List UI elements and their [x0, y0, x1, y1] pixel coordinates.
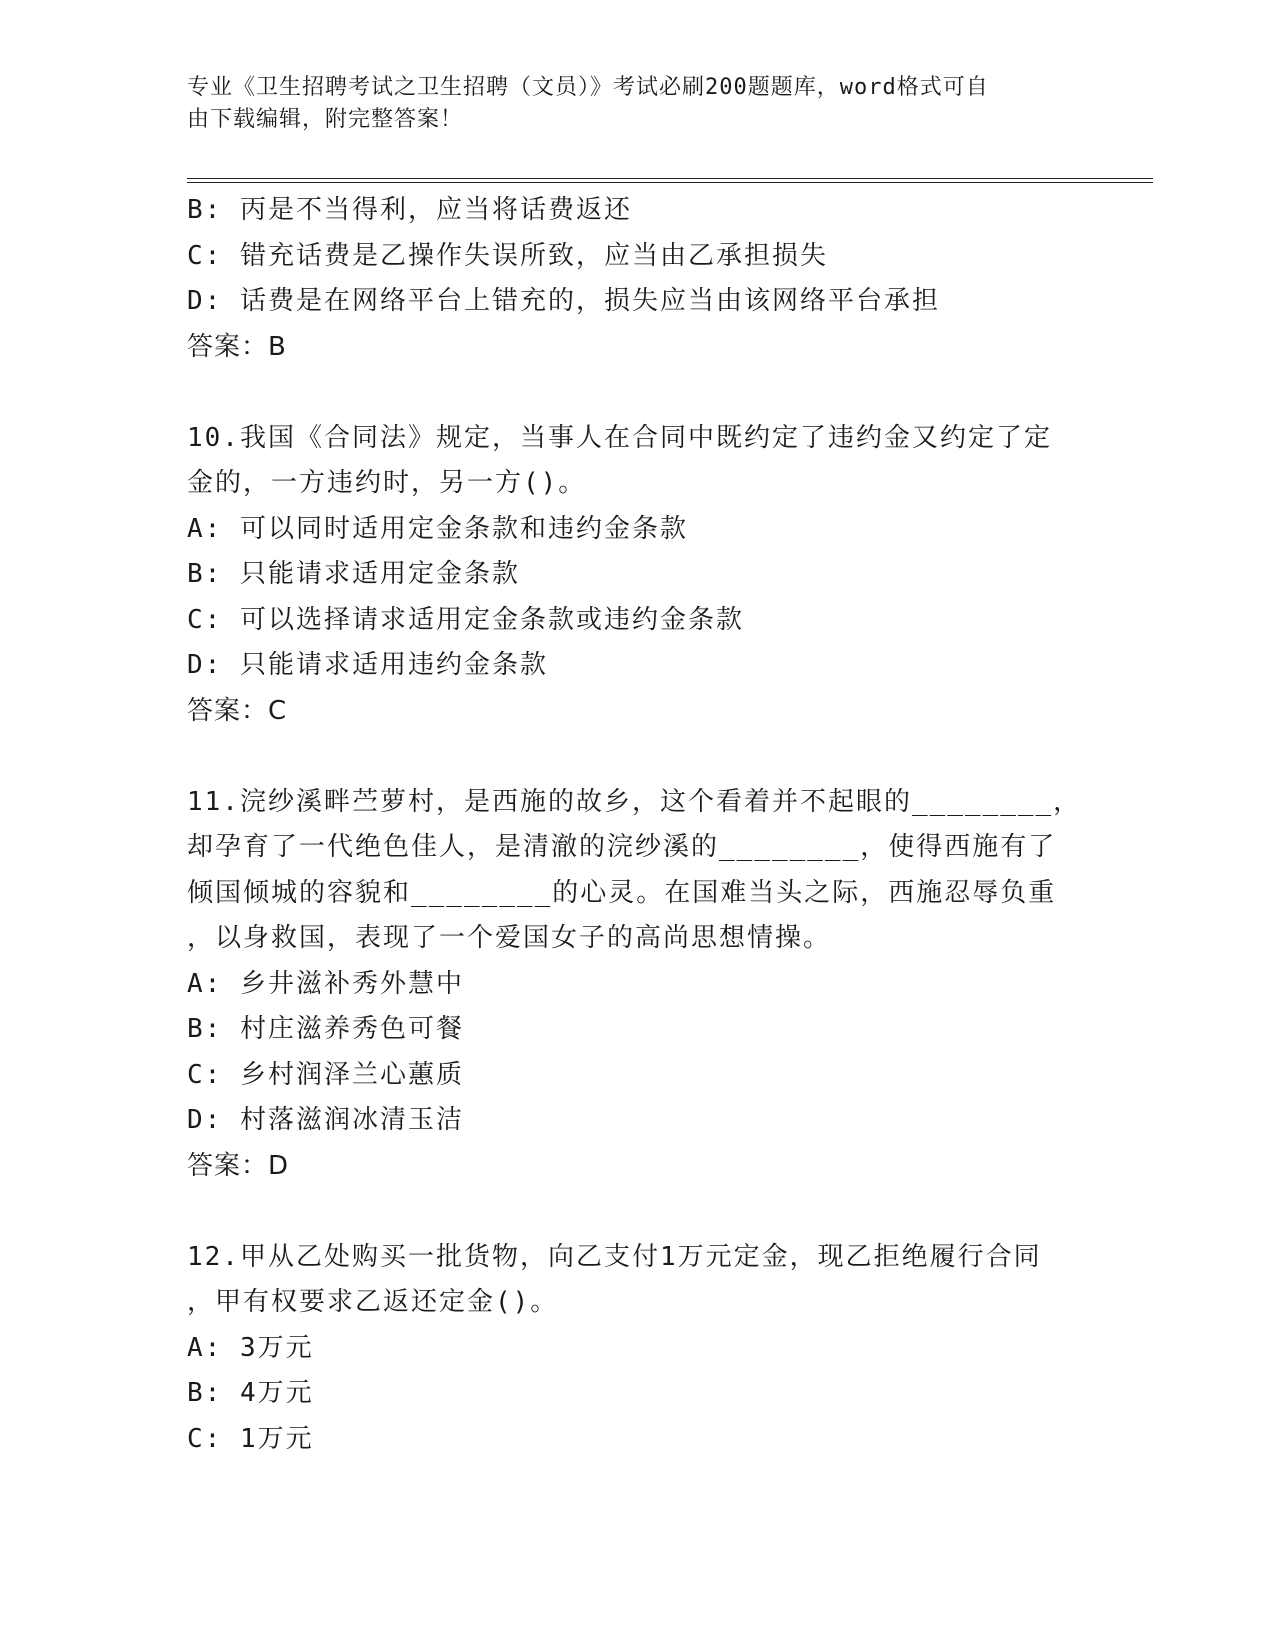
answer: 答案：D	[187, 1150, 290, 1181]
document-header	[187, 72, 1067, 136]
question-stem-line: ，甲有权要求乙返还定金()。	[187, 1287, 559, 1317]
option-b: B: 村庄滋养秀色可餐	[187, 1014, 464, 1044]
option-b: B: 丙是不当得利，应当将话费返还	[187, 195, 632, 225]
option-a: A: 可以同时适用定金条款和违约金条款	[187, 513, 688, 544]
question-9	[187, 188, 1087, 370]
option-b: B: 只能请求适用定金条款	[187, 559, 520, 589]
option-c: C: 乡村润泽兰心蕙质	[187, 1059, 464, 1090]
question-stem-line: 12.甲从乙处购买一批货物，向乙支付1万元定金，现乙拒绝履行合同	[187, 1241, 1042, 1272]
spacer	[187, 734, 1087, 780]
question-stem-line: 倾国倾城的容貌和________的心灵。在国难当头之际，西施忍辱负重	[187, 877, 1057, 908]
spacer	[187, 1189, 1087, 1235]
header-divider-thick	[187, 178, 1153, 179]
option-d: D: 村落滋润冰清玉洁	[187, 1105, 464, 1135]
question-stem-line: 金的，一方违约时，另一方()。	[187, 468, 587, 498]
option-a: A: 乡井滋补秀外慧中	[187, 968, 464, 999]
question-12	[187, 1235, 1087, 1463]
answer: 答案：B	[187, 331, 287, 362]
answer: 答案：C	[187, 695, 288, 726]
option-d: D: 话费是在网络平台上错充的，损失应当由该网络平台承担	[187, 286, 940, 316]
header-line-2: 由下载编辑，附完整答案！	[187, 107, 464, 132]
option-d: D: 只能请求适用违约金条款	[187, 650, 548, 680]
question-stem-line: 11.浣纱溪畔苎萝村，是西施的故乡，这个看着并不起眼的________，	[187, 786, 1082, 817]
question-stem-line: 10.我国《合同法》规定，当事人在合同中既约定了违约金又约定了定	[187, 422, 1052, 453]
question-list	[187, 188, 1087, 1462]
option-c: C: 可以选择请求适用定金条款或违约金条款	[187, 604, 744, 635]
question-stem-line: ，以身救国，表现了一个爱国女子的高尚思想情操。	[187, 923, 832, 953]
option-a: A: 3万元	[187, 1332, 314, 1363]
question-11	[187, 780, 1087, 1190]
option-c: C: 错充话费是乙操作失误所致，应当由乙承担损失	[187, 240, 828, 271]
spacer	[187, 370, 1087, 416]
question-10	[187, 416, 1087, 735]
option-b: B: 4万元	[187, 1378, 314, 1408]
header-divider-thin	[187, 182, 1153, 183]
question-stem-line: 却孕育了一代绝色佳人，是清澈的浣纱溪的________，使得西施有了	[187, 832, 1057, 862]
header-line-1: 专业《卫生招聘考试之卫生招聘（文员）》考试必刷200题题库，word格式可自	[187, 75, 989, 100]
option-c: C: 1万元	[187, 1423, 314, 1454]
